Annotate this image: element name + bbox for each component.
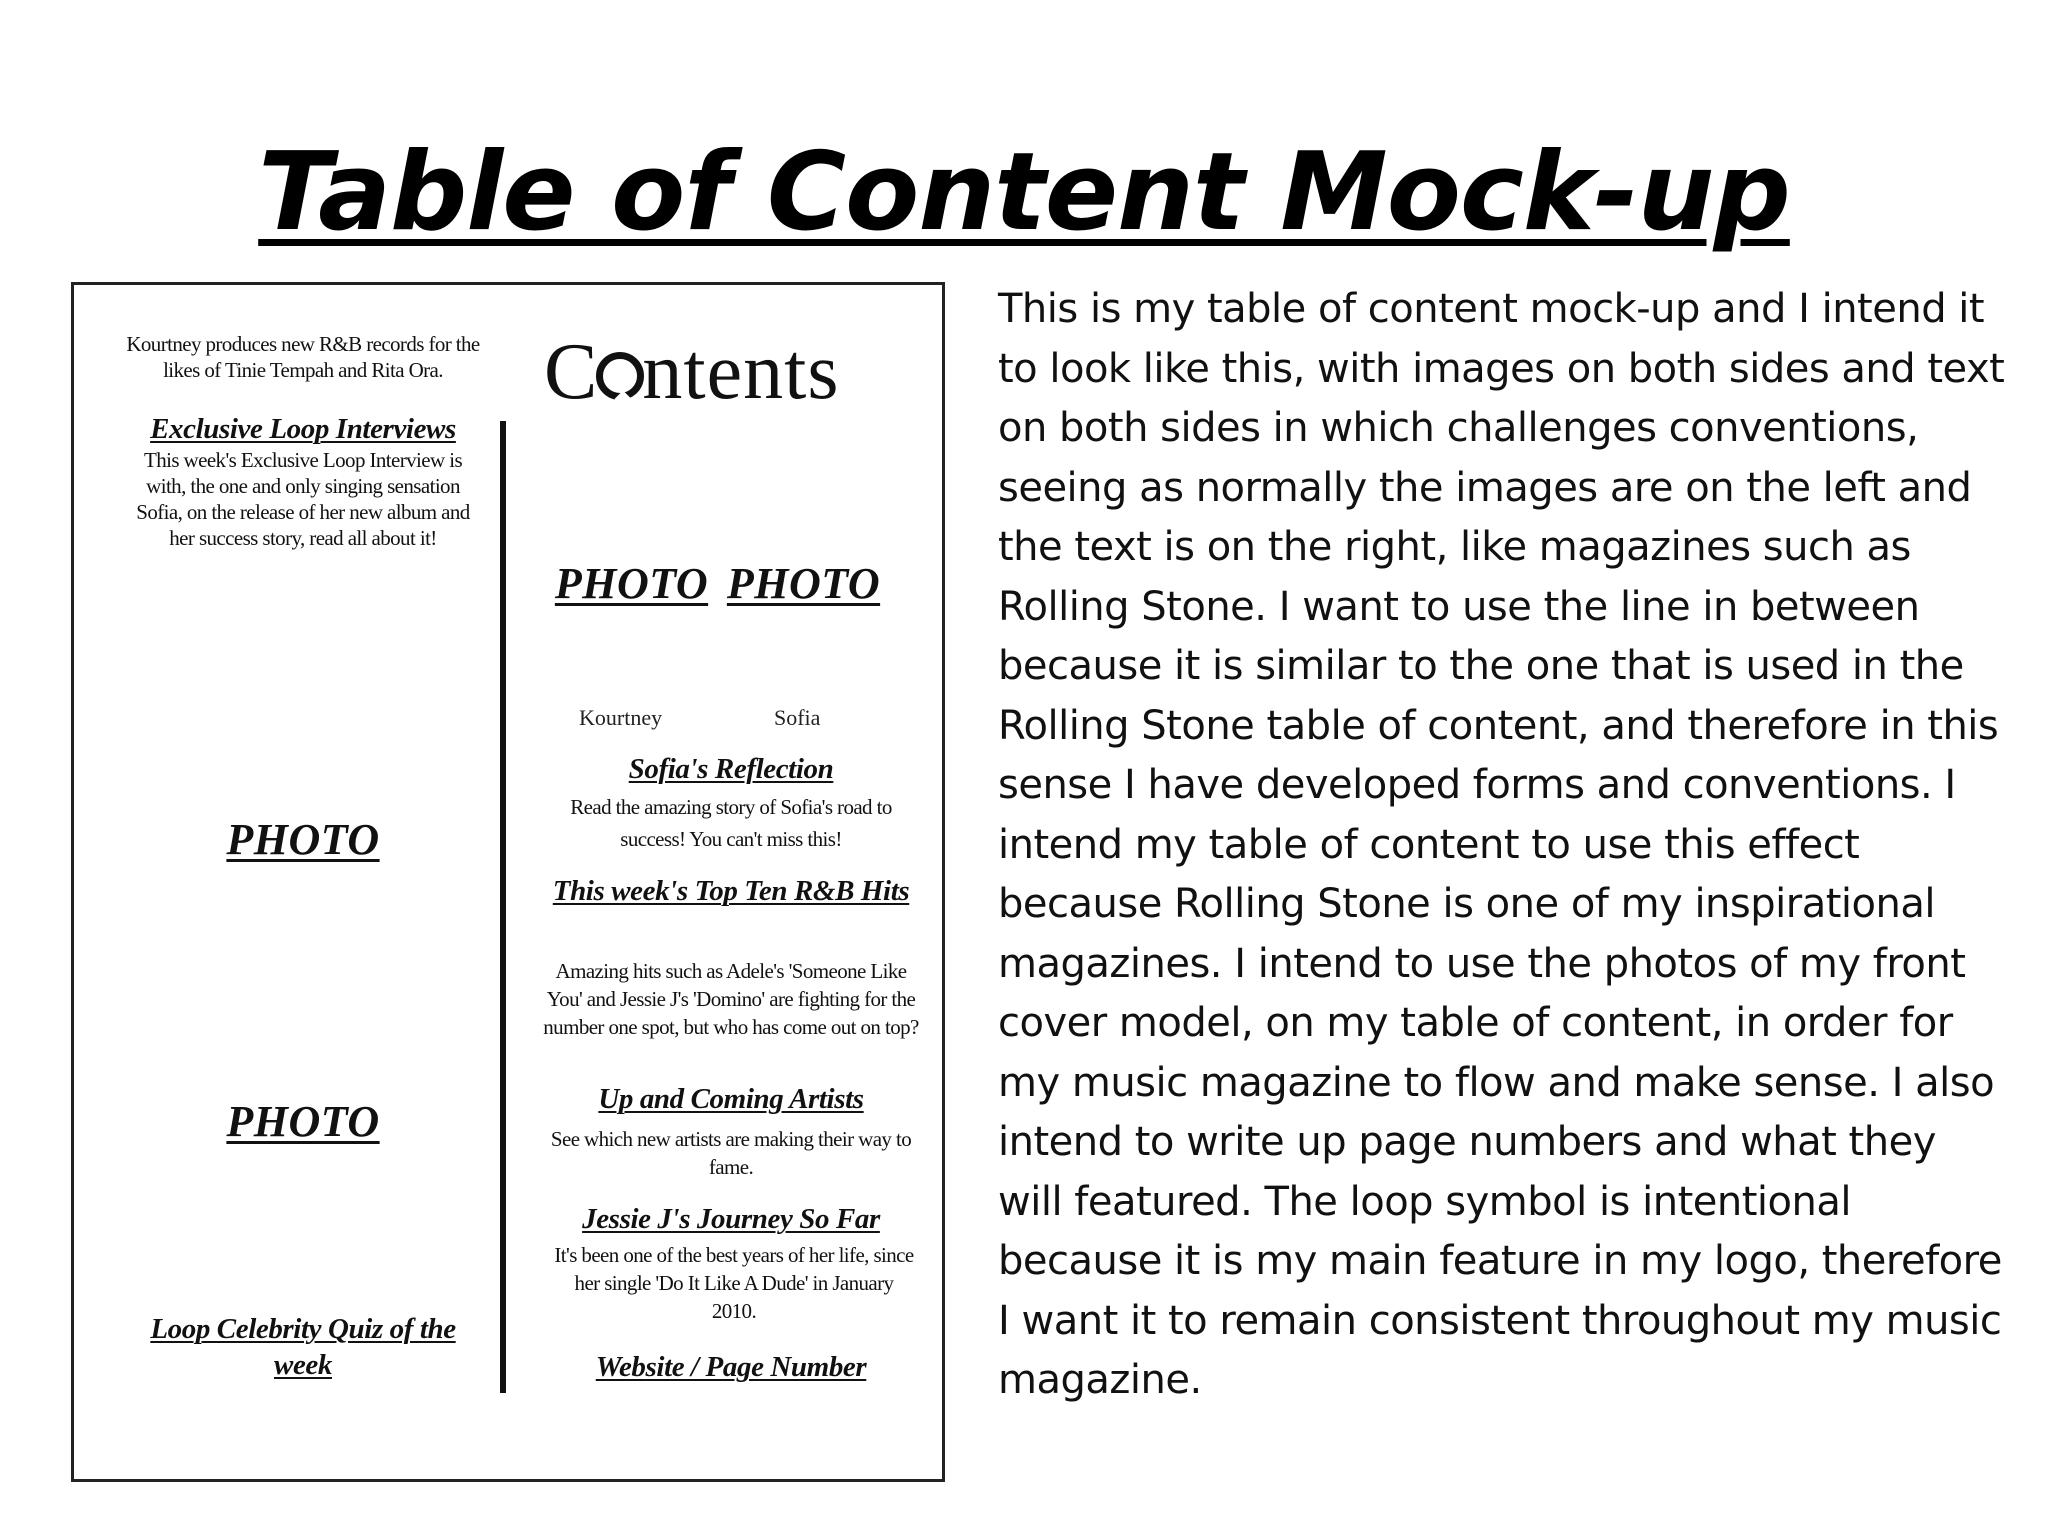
photo-placeholder-right-1: PHOTO	[554, 559, 709, 608]
contents-title-rest: ntents	[642, 328, 840, 416]
contents-title	[544, 327, 924, 417]
table-of-contents-mockup	[71, 282, 945, 1482]
jessie-text: It's been one of the best years of her life, since her single 'Do It Like A Dude' in January 2010.	[554, 1243, 914, 1323]
top-ten-text: Amazing hits such as Adele's 'Someone Like You' and Jessie J's 'Domino' are fighting for the number one spot, but who has come out on top?	[543, 959, 919, 1039]
photo-placeholder-left-2: PHOTO	[226, 1097, 380, 1146]
photo-placeholder-right-2: PHOTO	[726, 559, 881, 608]
column-divider-line	[500, 421, 506, 1393]
upcoming-heading: Up and Coming Artists	[598, 1083, 864, 1115]
upcoming-text: See which new artists are making their way to fame.	[550, 1127, 912, 1179]
jessie-heading: Jessie J's Journey So Far	[582, 1203, 880, 1235]
reflection-text: Read the amazing story of Sofia's road to success! You can't miss this!	[570, 795, 892, 851]
loop-icon	[596, 352, 644, 400]
explanation-paragraph: This is my table of content mock-up and I intend it to look like this, with images on both sides and text on both sides in which challenges conventions, seeing as normally the images are on the left and the text is on the right, like magazines such as Rolling Stone. I want to use the line in between because it is similar to the one that is used in the Rolling Stone table of content, and therefore in this sense I have developed forms and conventions. I intend my table of content to use this effect because Rolling Stone is one of my inspirational magazines. I intend to use the photos of my front cover model, on my table of content, in order for my music magazine to flow and make sense. I also intend to write up page numbers and what they will featured. The loop symbol is intentional because it is my main feature in my logo, therefore I want it to remain consistent throughout my music magazine.	[998, 286, 2005, 1403]
slide-title: Table of Content Mock-up	[258, 130, 1790, 255]
reflection-heading: Sofia's Reflection	[628, 753, 834, 785]
photo-placeholder-left-1: PHOTO	[226, 815, 380, 864]
interviews-text: This week's Exclusive Loop Interview is with, the one and only singing sensation Sofia, on the release of her new album and her success story, read all about it!	[136, 448, 470, 550]
photo-caption-kourtney: Kourtney	[579, 705, 663, 730]
top-ten-heading: This week's Top Ten R&B Hits	[552, 875, 910, 907]
website-page-number-heading: Website / Page Number	[595, 1351, 867, 1383]
photo-caption-sofia: Sofia	[774, 705, 821, 730]
interviews-heading: Exclusive Loop Interviews	[150, 413, 456, 445]
quiz-heading: Loop Celebrity Quiz of the week	[150, 1313, 456, 1381]
intro-text: Kourtney produces new R&B records for the likes of Tinie Tempah and Rita Ora.	[126, 332, 480, 382]
contents-title-c: C	[544, 328, 599, 416]
